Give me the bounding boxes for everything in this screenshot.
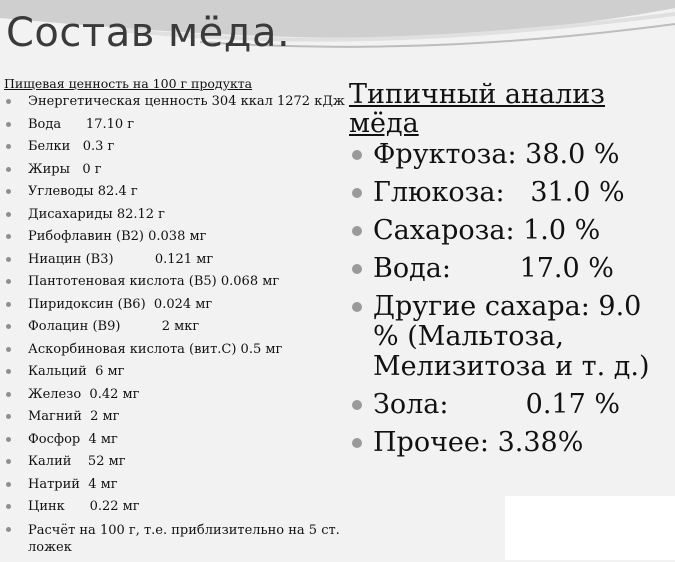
list-item: Энергетическая ценность 304 ккал 1272 кДж (4, 94, 344, 117)
bullet-icon (352, 302, 362, 312)
bullet-icon (6, 99, 11, 104)
bullet-icon (352, 188, 362, 198)
list-item: Магний 2 мг (4, 409, 344, 432)
list-item: Фосфор 4 мг (4, 432, 344, 455)
list-item: Сахароза: 1.0 % (349, 216, 675, 246)
bullet-icon (6, 234, 11, 239)
list-item: Пантотеновая кислота (B5) 0.068 мг (4, 274, 344, 297)
bullet-icon (6, 212, 11, 217)
list-item: Натрий 4 мг (4, 477, 344, 500)
bullet-icon (6, 167, 11, 172)
bullet-icon (6, 459, 11, 464)
bullet-icon (6, 279, 11, 284)
list-item: Фруктоза: 38.0 % (349, 140, 675, 170)
list-item: Цинк 0.22 мг (4, 499, 344, 522)
analysis-heading: Типичный анализ мёда (349, 79, 605, 139)
list-item: Расчёт на 100 г, т.е. приблизительно на 5 ст. ложек (4, 522, 344, 562)
list-item: Аскорбиновая кислота (вит.С) 0.5 мг (4, 342, 344, 365)
list-item: Белки 0.3 г (4, 139, 344, 162)
list-item: Дисахариды 82.12 г (4, 207, 344, 230)
list-item: Калий 52 мг (4, 454, 344, 477)
list-item: Кальций 6 мг (4, 364, 344, 387)
bullet-icon (6, 257, 11, 262)
bullet-icon (352, 264, 362, 274)
list-item: Ниацин (B3) 0.121 мг (4, 252, 344, 275)
list-item: Жиры 0 г (4, 162, 344, 185)
bullet-icon (6, 482, 11, 487)
bullet-icon (6, 324, 11, 329)
bullet-icon (6, 437, 11, 442)
analysis-panel (349, 80, 675, 466)
bullet-icon (6, 189, 11, 194)
bullet-icon (352, 150, 362, 160)
page-title: Состав мёда. (6, 10, 291, 56)
bullet-icon (352, 226, 362, 236)
list-item: Железо 0.42 мг (4, 387, 344, 410)
bullet-icon (6, 122, 11, 127)
corner-panel (505, 496, 675, 560)
analysis-list (349, 140, 675, 458)
list-item: Рибофлавин (B2) 0.038 мг (4, 229, 344, 252)
list-item: Вода 17.10 г (4, 117, 344, 140)
bullet-icon (352, 438, 362, 448)
list-item: Пиридоксин (B6) 0.024 мг (4, 297, 344, 320)
bullet-icon (6, 504, 11, 509)
bullet-icon (6, 414, 11, 419)
bullet-icon (6, 392, 11, 397)
nutrition-panel (4, 76, 344, 562)
bullet-icon (6, 369, 11, 374)
list-item: Зола: 0.17 % (349, 390, 675, 420)
list-item: Прочее: 3.38% (349, 428, 675, 458)
list-item: Глюкоза: 31.0 % (349, 178, 675, 208)
bullet-icon (6, 302, 11, 307)
list-item: Другие сахара: 9.0 % (Мальтоза, Мелизитоза и т. д.) (349, 292, 675, 382)
list-item: Вода: 17.0 % (349, 254, 675, 284)
nutrition-heading: Пищевая ценность на 100 г продукта (4, 76, 253, 91)
nutrition-list (4, 94, 344, 562)
bullet-icon (352, 400, 362, 410)
bullet-icon (6, 347, 11, 352)
bullet-icon (6, 527, 11, 532)
list-item: Углеводы 82.4 г (4, 184, 344, 207)
list-item: Фолацин (B9) 2 мкг (4, 319, 344, 342)
bullet-icon (6, 144, 11, 149)
